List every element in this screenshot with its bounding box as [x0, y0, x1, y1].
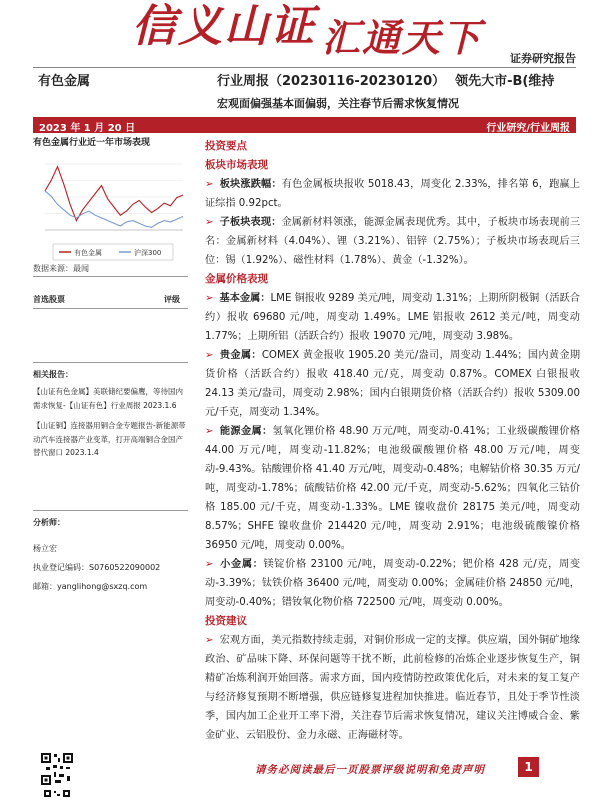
related-title: 相关报告：	[33, 370, 73, 379]
report-category: 行业研究/行业周报	[486, 123, 570, 134]
stocks-rating-label: 评级	[164, 295, 180, 304]
chart-svg	[33, 152, 188, 267]
chart-series-line-1	[45, 167, 183, 221]
paragraph-advice: ➢ 宏观方面，美元指数持续走弱，对铜价形成一定的支撑。供应端，国外铜矿地缘政治、矿品味下降、环保问题等干扰不断，此前检修的冶炼企业逐步恢复生产，铜精矿冶炼利润开始回落。需求方面，国内疫情防控政策优化后，对未来的复工复产与经济修复预期不断增强，供应链修复进程加快推进。临近春节，且处于季节性淡季，国内加工企业开工率下滑，关注春节后需求恢复情况，建议关注博威合金、紫金矿业、云铝股份、金力永磁、正海磁材等。	[205, 635, 580, 741]
brand-slogan-2: 汇通天下	[322, 15, 483, 60]
rating: 领先大市-B(维持	[455, 74, 555, 89]
report-type: 证券研究报告	[510, 52, 576, 65]
arrow-icon: ➢	[205, 293, 214, 304]
paragraph-subboard: ➢ 子板块表现：金属新材料领涨，能源金属表现优秀。其中，子板块市场表现前三名：金属新材料（4.04%）、锂（3.21%）、铝锌（2.75%）；子板块市场表现后三位：锡（1.92%）、磁性材料（1.78%）、黄金（-1.32%）。	[205, 217, 581, 266]
analyst-name: 杨立宏	[33, 544, 57, 553]
disclaimer-note: 请务必阅读最后一页股票评级说明和免责声明	[255, 764, 485, 776]
section-price-review: 金属价格表现	[205, 273, 268, 285]
related-report[interactable]: 【山证有色金属】美联储纪要偏鹰，等待国内需求恢复-【山证有色】行业周报 2023.1.6	[33, 387, 183, 410]
analyst-license: 执业登记编码：S0760522090002	[33, 563, 161, 572]
divider	[33, 276, 188, 277]
analyst-email[interactable]: 邮箱：yanglihong@sxzq.com	[33, 582, 148, 591]
divider	[33, 308, 188, 309]
paragraph-base-metals: ➢ 基本金属：LME 铜报收 9289 美元/吨，周变动 1.31%；上期所阴极铜（活跃合约）报收 69680 元/吨，周变动 1.49%。LME 铝报收 2612 美元/吨，周变动 1.77%；上期所铝（活跃合约）报收 19070 元/吨，周变动 3.98%。	[205, 293, 580, 342]
header-divider	[33, 67, 576, 68]
paragraph-energy-metals: ➢ 能源金属：氢氧化锂价格 48.90 万元/吨，周变动-0.41%；工业级碳酸锂价格 44.00 万元/吨，周变动-11.82%；电池级碳酸锂价格 48.00 万元/吨，周变动-9.43%。钴酸锂价格 41.40 万元/吨，周变动-0.48%；电解钴价格 30.35 万元/吨，周变动-1.78%；硫酸钴价格 42.00 元/千克，周变动-5.62%；四氧化三钴价格 185.00 元/千克，周变动-1.33%。LME 镍收盘价 28175 美元/吨，周变动 8.57%；SHFE 镍收盘价 214420 元/吨，周变动 2.91%；电池级硫酸镍价格 36950 元/吨，周变动 0.00%。	[205, 426, 580, 551]
divider	[33, 362, 188, 363]
main-content	[205, 137, 580, 745]
performance-chart	[33, 152, 188, 267]
stocks-label: 首选股票	[33, 295, 65, 304]
brand-logo	[132, 0, 483, 60]
report-subtitle: 宏观面偏强基本面偏弱，关注春节后需求恢复情况	[217, 97, 459, 110]
related-reports	[33, 385, 188, 467]
section-board-review: 板块市场表现	[205, 159, 268, 171]
qr-code-icon	[44, 790, 70, 800]
stock-table-header	[33, 294, 188, 305]
report-date: 2023 年 1 月 20 日	[39, 123, 136, 134]
arrow-icon: ➢	[205, 635, 214, 646]
title-main: 行业周报（20230116-20230120）	[217, 74, 446, 89]
arrow-icon: ➢	[205, 350, 214, 361]
qr-code-icon	[40, 752, 74, 786]
arrow-icon: ➢	[205, 426, 214, 437]
arrow-icon: ➢	[205, 559, 214, 570]
section-key-points: 投资要点	[205, 140, 247, 152]
paragraph-board-change: ➢ 板块涨跌幅：有色金属板块报收 5018.43，周变化 2.33%，排名第 6，跑赢上证综指 0.92pct。	[205, 179, 581, 209]
paragraph-minor-metals: ➢ 小金属：镁锭价格 23100 元/吨，周变动-0.22%；钯价格 428 元/克，周变动-3.39%；钛铁价格 36400 元/吨，周变动 0.00%；金属硅价格 24850 元/吨，周变动-0.40%；镨钕氧化物价格 722500 元/吨，周变动 0.00%。	[205, 559, 581, 608]
paragraph-precious-metals: ➢ 贵金属：COMEX 黄金报收 1905.20 美元/盎司，周变动 1.44%；国内黄金期货价格（活跃合约）报收 418.40 元/克，周变动 0.87%。COMEX 白银报收 24.13 美元/盎司，周变动 2.98%；国内白银期货价格（活跃合约）报收 5309.00 元/千克，周变动 1.34%。	[205, 350, 581, 418]
chart-series-line-2	[45, 191, 183, 227]
brand-slogan-1: 信义山证	[132, 1, 316, 52]
date-band	[33, 117, 576, 133]
related-report[interactable]: 【山证铜】连接器用铜合金专题报告-新能源带动汽车连接器产业变革，打开高端铜合金国产替代窗口 2023.1.4	[33, 421, 186, 457]
analyst-info	[33, 539, 160, 596]
sidebar	[33, 135, 188, 267]
arrow-icon: ➢	[205, 217, 214, 228]
divider	[33, 510, 188, 511]
report-title	[217, 70, 554, 89]
chart-legend-label: 有色金属	[74, 249, 102, 257]
arrow-icon: ➢	[205, 179, 214, 190]
page-number: 1	[518, 757, 539, 777]
chart-title: 有色金属行业近一年市场表现	[33, 138, 151, 148]
chart-source: 数据来源：最闻	[33, 264, 89, 273]
analyst-title: 分析师：	[33, 518, 65, 527]
section-advice: 投资建议	[205, 615, 247, 627]
chart-legend-label: 沪深300	[134, 249, 162, 257]
sector-name: 有色金属	[38, 74, 91, 89]
